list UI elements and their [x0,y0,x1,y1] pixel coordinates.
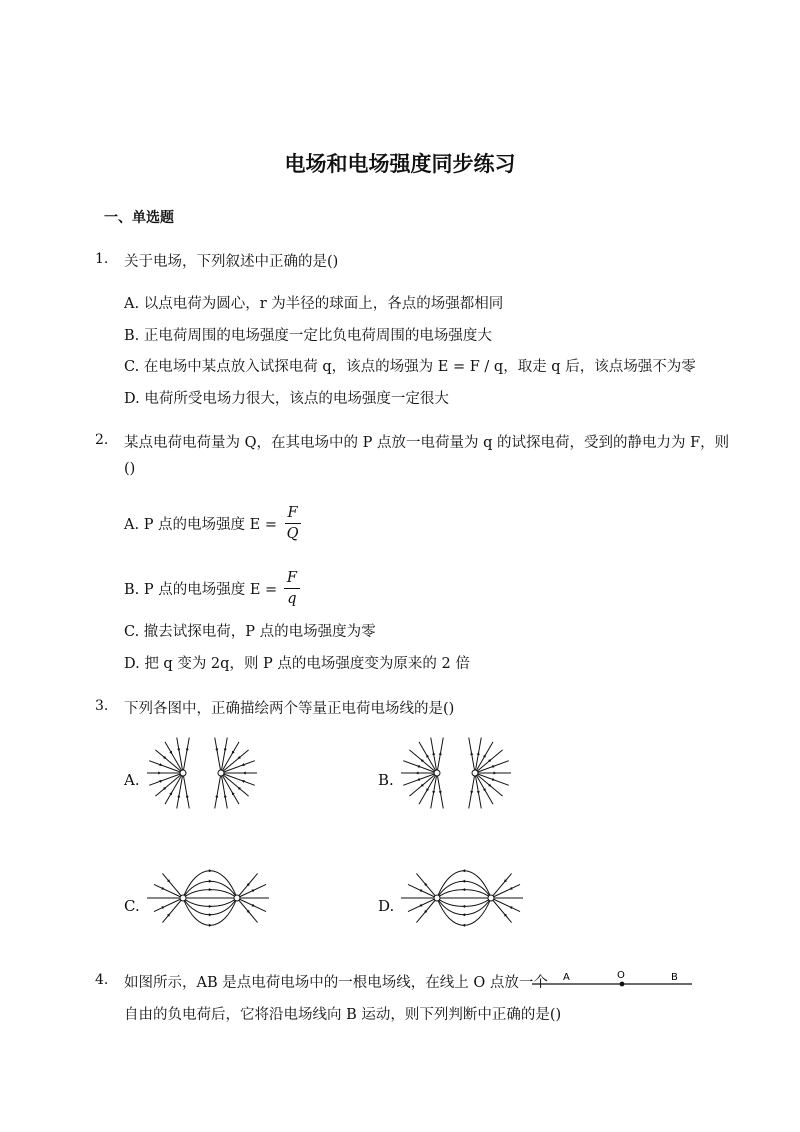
field-line [403,773,437,785]
fraction-denominator: q [287,591,297,607]
arrowhead [209,880,212,883]
field-line [491,898,520,912]
arrowhead [462,888,465,891]
field-diagram-d [399,860,525,936]
arrowhead [462,924,465,927]
label-o: O [617,970,625,981]
point-charge [434,895,440,901]
fraction-numerator: F [284,568,300,589]
point-o-dot [620,982,625,987]
arrowhead [417,765,420,768]
field-line [215,738,221,773]
q3-label-c: C. [124,897,140,915]
field-line [237,873,258,898]
arrowhead [159,763,162,766]
q2-option-a-fraction [284,503,302,544]
point-charge [488,895,494,901]
field-line [491,898,512,923]
field-diagram-a [145,735,271,811]
arrowhead [159,780,162,783]
point-charge [180,770,186,776]
field-line [162,873,183,898]
arrowhead [462,869,465,872]
field-line [183,898,237,906]
q4-number: 4. [95,972,109,988]
field-line [437,890,491,898]
field-line [475,761,509,773]
arrowhead [241,780,244,783]
field-line [154,898,183,912]
arrowhead [241,763,244,766]
q1-number: 1. [95,251,109,267]
field-diagram-b [399,735,525,811]
arrowhead [209,888,212,891]
q3-text: 下列各图中，正确描绘两个等量正电荷电场线的是() [124,701,455,717]
field-line [183,890,237,898]
field-line [183,773,189,808]
arrowhead [462,880,465,883]
point-charge [218,770,224,776]
q2-option-a [124,503,302,544]
q1-option-b: B. 正电荷周围的电场强度一定比负电荷周围的电场强度大 [124,328,492,344]
field-line [221,750,249,773]
q2-text-line1: 某点电荷电荷量为 Q，在其电场中的 P 点放一电荷量为 q 的试探电荷，受到的静电力为 F，则 [124,435,730,451]
q3-label-a: A. [124,771,140,789]
field-line [155,750,183,773]
field-line [162,898,183,923]
arrowhead [462,913,465,916]
field-line [408,884,437,898]
label-b: B [671,972,678,983]
field-line [183,871,237,898]
q3-label-b: B. [378,771,394,789]
field-line [154,884,183,898]
point-charge [234,895,240,901]
point-charge [472,770,478,776]
arrowhead [158,771,161,774]
arrowhead [462,905,465,908]
arrowhead [415,771,418,774]
q3-number: 3. [95,698,109,714]
field-line [437,898,491,925]
point-charge [434,770,440,776]
field-line [237,884,266,898]
arrowhead [492,778,495,781]
field-line [475,773,509,785]
field-line [221,773,249,796]
field-line [469,773,475,808]
arrowhead [209,905,212,908]
q2-option-c: C. 撤去试探电荷，P 点的电场强度为零 [124,624,376,640]
point-charge [180,895,186,901]
field-line [183,898,237,925]
field-line [408,898,437,912]
field-line [416,873,437,898]
field-line [469,738,475,773]
field-line [491,884,520,898]
q1-option-a: A. 以点电荷为圆心，r 为半径的球面上，各点的场强都相同 [124,296,504,312]
arrowhead [417,778,420,781]
field-line [221,773,255,785]
field-line [437,738,443,773]
field-line [183,738,189,773]
field-line [403,761,437,773]
q1-text: 关于电场，下列叙述中正确的是() [124,254,339,270]
q2-number: 2. [95,432,109,448]
q3-label-d: D. [378,897,395,915]
field-diagram-c [145,860,271,936]
arrowhead [209,869,212,872]
fraction-denominator: Q [286,526,299,542]
page-title: 电场和电场强度同步练习 [284,151,516,176]
field-line [237,898,258,923]
q2-option-b-prefix: B. P 点的电场强度 E = [124,582,278,598]
arrowhead [209,913,212,916]
field-line [155,773,183,796]
q4-field-line-figure [530,966,695,992]
q2-text-line2: () [124,461,136,477]
arrowhead [492,765,495,768]
q4-text-line1: 如图所示，AB 是点电荷电场中的一根电场线，在线上 O 点放一个 [124,975,548,991]
field-line [149,761,183,773]
field-line [237,898,266,912]
section-heading: 一、单选题 [104,210,174,226]
field-line [221,761,255,773]
q2-option-b [124,568,300,609]
field-line [416,898,437,923]
arrowhead [243,771,246,774]
q1-option-c: C. 在电场中某点放入试探电荷 q，该点的场强为 E = F / q，取走 q 后，该点场强不为零 [124,359,696,375]
field-line [437,773,443,808]
q4-text-line2: 自由的负电荷后，它将沿电场线向 B 运动，则下列判断中正确的是() [124,1007,562,1023]
arrowhead [493,771,496,774]
field-line [437,871,491,898]
label-a: A [563,972,570,983]
field-line [215,773,221,808]
arrowhead [209,924,212,927]
field-line [149,773,183,785]
q2-option-a-prefix: A. P 点的电场强度 E = [124,517,278,533]
fraction-numerator: F [285,503,301,524]
field-line [437,898,491,906]
field-line [491,873,512,898]
q2-option-d: D. 把 q 变为 2q，则 P 点的电场强度变为原来的 2 倍 [124,656,470,672]
q1-option-d: D. 电荷所受电场力很大，该点的电场强度一定很大 [124,391,449,407]
q2-option-b-fraction [284,568,300,609]
